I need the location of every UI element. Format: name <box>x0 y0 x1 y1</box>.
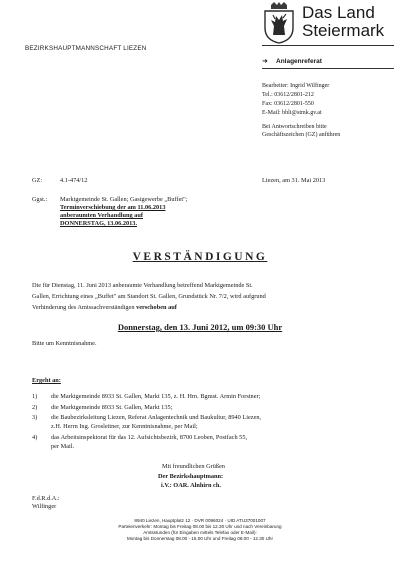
brand-name-line2: Steiermark <box>302 21 385 40</box>
phone-number: Tel.: 03612/2801-212 <box>262 92 314 98</box>
reply-note-line1: Bei Antwortschreiben bitte <box>262 124 327 130</box>
list-item: das Arbeitsinspektorat für das 12. Aufsichtsbezirk, 8700 Leoben, Postfach 55, <box>51 434 248 441</box>
gz-label: GZ: <box>32 177 43 184</box>
list-item-continuation: per Mail. <box>51 443 75 450</box>
subject-line2: Terminverschiebung der am 11.06.2013 <box>60 204 166 211</box>
body-line3 <box>32 304 177 312</box>
list-item-number: 4) <box>32 434 38 441</box>
list-item-number: 2) <box>32 404 38 411</box>
copy-attestation: F.d.R.d.A.: <box>32 495 60 502</box>
footer-submission-hours: Montag bis Donnerstag 08.00 - 15.00 Uhr und Freitag 08.00 - 12.30 Uhr <box>126 536 274 541</box>
email-address: E-Mail: bhli@stmk.gv.at <box>262 110 322 116</box>
list-item-number: 3) <box>32 414 38 421</box>
arrow-icon: ➜ <box>262 58 268 65</box>
footer <box>0 518 400 542</box>
body-line1: Die für Dienstag, 11. Juni 2013 anberaumte Verhandlung betreffend Marktgemeinde St. <box>32 282 253 289</box>
gz-value: 4.1-474/12 <box>60 177 88 184</box>
reply-note-line2: Geschäftszeichen (GZ) anführen <box>262 132 341 138</box>
closing-greeting: Mit freundlichen Grüßen <box>162 463 225 470</box>
list-item: die Marktgemeinde 8933 St. Gallen, Markt 135; <box>51 404 173 411</box>
list-item: die Marktgemeinde 8933 St. Gallen, Markt 135, z. H. Hrn. Bgmst. Armin Forstner; <box>51 393 261 400</box>
distribution-heading: Ergeht an: <box>32 377 61 384</box>
coat-of-arms-icon <box>262 2 296 44</box>
body-line2: Gallen, Errichtung eines „Buffet" am Standort St. Gallen, Grundstück Nr. 7/2, wird aufgrund <box>32 293 266 300</box>
signatory-name: i.V.: OAR. Alnhirn ch. <box>161 482 221 489</box>
department-divider <box>262 68 394 69</box>
clerk-name: Bearbeiter: Ingrid Wilfinger <box>262 83 330 89</box>
list-item: die Baubezirksleitung Liezen, Referat Anlagentechnik und Baukultur, 8940 Liezen, <box>51 414 262 421</box>
subject-label: Ggst.: <box>32 196 48 203</box>
body-line3-text: Verhinderung des Amtssachverständigen <box>32 304 137 311</box>
copy-attestation-name: Wilfinger <box>32 503 57 510</box>
new-hearing-date: Donnerstag, den 13. Juni 2012, um 09:30 Uhr <box>117 322 283 332</box>
document-title: VERSTÄNDIGUNG <box>132 251 268 263</box>
fax-number: Fax: 03612/2801-550 <box>262 101 314 107</box>
brand-name-line1: Das Land <box>302 3 375 22</box>
list-item-continuation: z.H. Herrn Ing. Grosleitner, zur Kenntnisnahme, per Mail; <box>51 423 198 430</box>
coat-of-arms-logo <box>262 2 296 44</box>
subject-line1: Marktgemeinde St. Gallen; Gastgewerbe „Buffet"; <box>60 196 188 203</box>
postponed-emphasis: verschoben auf <box>136 304 177 311</box>
subject-line4: DONNERSTAG, 13.06.2013. <box>60 220 138 227</box>
signatory-office: Der Bezirkshauptmann: <box>158 473 224 480</box>
authority-name: BEZIRKSHAUPTMANNSCHAFT LIEZEN <box>25 45 147 52</box>
footer-address: 8940 Liezen, Hauptplatz 12 · DVR 0096024 · UID ATU37001007 <box>134 518 266 523</box>
subject-line3: anberaumten Verhandlung auf <box>60 212 143 219</box>
place-date: Liezen, am 31. Mai 2013 <box>262 177 326 184</box>
acknowledgement-request: Bitte um Kenntnisnahme. <box>32 340 97 347</box>
list-item-number: 1) <box>32 393 38 400</box>
header-divider <box>262 45 394 46</box>
footer-office-hours: Parteienverkehr: Montag bis Freitag 08.00 bis 12.30 Uhr und nach Vereinbarung <box>118 524 282 529</box>
department-name: Anlagenreferat <box>276 58 322 65</box>
footer-submission-note: Amtsstunden (für Eingaben mittels Telefax oder E-Mail): <box>143 530 257 535</box>
